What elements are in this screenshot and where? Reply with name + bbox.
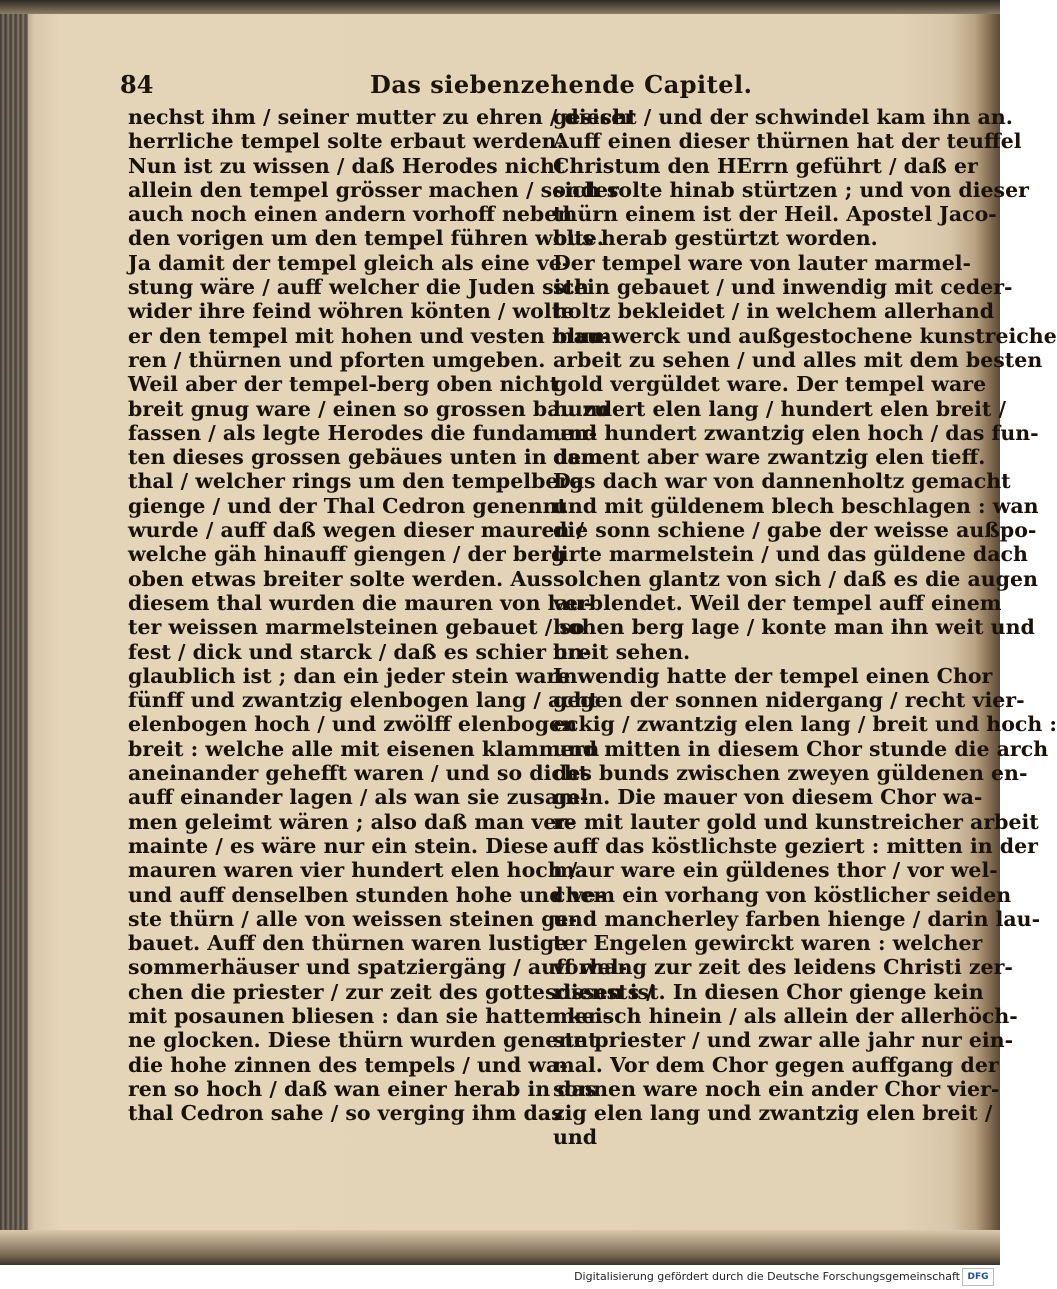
- text-line: re mit lauter gold und kunstreicher arbeit: [553, 809, 1039, 834]
- text-line: maur ware ein güldenes thor / vor wel-: [553, 858, 998, 883]
- text-line: vorhang zur zeit des leidens Christi zer-: [553, 955, 1013, 980]
- text-line: gesicht / und der schwindel kam ihn an.: [553, 105, 1013, 129]
- running-head: Das siebenzehende Capitel.: [370, 70, 753, 99]
- text-line: dament aber ware zwantzig elen tieff.: [553, 445, 986, 470]
- text-line: ste priester / und zwar alle jahr nur ein-: [553, 1028, 1014, 1053]
- text-line: Auff einen dieser thürnen hat der teuffel: [553, 129, 1022, 154]
- book-spine-pages: [0, 0, 28, 1265]
- text-line: chem ein vorhang von köstlicher seiden: [553, 882, 1012, 907]
- text-line: mainte / es wäre nur ein stein. Diese: [128, 833, 549, 858]
- text-line: auch noch einen andern vorhoff neben: [128, 202, 573, 227]
- text-line: hohen berg lage / konte man ihn weit und: [553, 615, 1035, 640]
- text-line: sich solte hinab stürtzen ; und von dieser: [553, 177, 1029, 202]
- text-line: glaublich ist ; dan ein jeder stein ware: [128, 663, 571, 688]
- text-line: allein den tempel grösser machen / sonder: [128, 177, 619, 202]
- text-line: ten dieses grossen gebäues unten in dem: [128, 445, 603, 470]
- text-line: Ja damit der tempel gleich als eine ve-: [128, 250, 571, 275]
- text-line: und auff denselben stunden hohe und ve-: [128, 882, 605, 907]
- text-line: und hundert zwantzig elen hoch / das fun-: [553, 420, 1039, 445]
- text-line: breit gnug ware / einen so grossen bau zu: [128, 396, 610, 421]
- text-line: zig elen lang und zwantzig elen breit /: [553, 1101, 993, 1126]
- text-line: Christum den HErrn geführt / daß er: [553, 153, 978, 178]
- bottom-page-edge: [0, 1230, 1000, 1265]
- right-text-column: [553, 105, 1057, 1150]
- footer-bar: [0, 1265, 1000, 1289]
- text-line: wurde / auff daß wegen dieser mauren /: [128, 518, 585, 543]
- dfg-logo: DFG: [962, 1268, 994, 1286]
- text-line: breit : welche alle mit eisenen klammern: [128, 736, 600, 761]
- footer-credit: Digitalisierung gefördert durch die Deutsche Forschungsgemeinschaft: [574, 1270, 960, 1283]
- text-line: nechst ihm / seiner mutter zu ehren / dieser: [128, 105, 636, 129]
- text-line: thürn einem ist der Heil. Apostel Jaco-: [553, 202, 997, 227]
- text-line: ter weissen marmelsteinen gebauet / so: [128, 615, 585, 640]
- text-line: thal Cedron sahe / so verging ihm das: [128, 1101, 563, 1126]
- top-page-edge: [0, 0, 1000, 14]
- text-line: Weil aber der tempel-berg oben nicht: [128, 372, 560, 397]
- text-line: und mitten in diesem Chor stunde die arch: [553, 736, 1049, 761]
- text-line: ste thürn / alle von weissen steinen ge-: [128, 906, 577, 931]
- text-line: hundert elen lang / hundert elen breit /: [553, 396, 1006, 421]
- text-line: men geleimt wären ; also daß man ver-: [128, 809, 576, 834]
- text-line: Der tempel ware von lauter marmel-: [553, 250, 972, 275]
- text-line: gienge / und der Thal Cedron genennt: [128, 493, 567, 518]
- text-line: auff das köstlichste geziert : mitten in der: [553, 833, 1038, 858]
- text-line: blumwerck und außgestochene kunstreiche: [553, 323, 1057, 348]
- text-line: bauet. Auff den thürnen waren lustige: [128, 931, 568, 956]
- text-line: ter Engelen gewirckt waren : welcher: [553, 931, 983, 956]
- text-line: mensch hinein / als allein der allerhöch-: [553, 1003, 1018, 1028]
- text-line: ren so hoch / daß wan einer herab in das: [128, 1076, 597, 1101]
- text-line: mit posaunen bliesen : dan sie hatten kei-: [128, 1003, 612, 1028]
- text-line: lirte marmelstein / und das güldene dach: [553, 542, 1028, 567]
- text-line: die hohe zinnen des tempels / und wa-: [128, 1052, 568, 1077]
- text-line: gegen der sonnen nidergang / recht vier-: [553, 688, 1025, 713]
- text-line: die sonn schiene / gabe der weisse außpo-: [553, 518, 1037, 543]
- text-line: wider ihre feind wöhren könten / wolte: [128, 299, 575, 324]
- text-line: elenbogen hoch / und zwölff elenbogen: [128, 712, 577, 737]
- text-line: den vorigen um den tempel führen wolte.: [128, 226, 604, 251]
- text-line: thal / welcher rings um den tempelberg: [128, 469, 584, 494]
- text-line: stein gebauet / und inwendig mit ceder-: [553, 275, 1013, 300]
- text-line: stung wäre / auff welcher die Juden sich: [128, 275, 589, 300]
- text-line: Inwendig hatte der tempel einen Chor: [553, 663, 993, 688]
- text-line: fest / dick und starck / daß es schier un-: [128, 639, 592, 664]
- text-line: arbeit zu sehen / und alles mit dem besten: [553, 347, 1043, 372]
- text-line: breit sehen.: [553, 639, 691, 664]
- text-line: auff einander lagen / als wan sie zusam-: [128, 785, 589, 810]
- text-line: ne glocken. Diese thürn wurden genennt: [128, 1028, 598, 1053]
- text-line: sommerhäuser und spatziergäng / auff wel-: [128, 955, 627, 980]
- text-line: er den tempel mit hohen und vesten mau-: [128, 323, 611, 348]
- text-line: verblendet. Weil der tempel auff einem: [553, 590, 1002, 615]
- text-line: solchen glantz von sich / daß es die augen: [553, 566, 1038, 591]
- text-line: chen die priester / zur zeit des gottesdiensts /: [128, 979, 654, 1004]
- text-line: aneinander gehefft waren / und so dicht: [128, 761, 589, 786]
- text-line: sonnen ware noch ein ander Chor vier-: [553, 1076, 1000, 1101]
- text-line: mal. Vor dem Chor gegen auffgang der: [553, 1052, 999, 1077]
- text-line: herrliche tempel solte erbaut werden.: [128, 129, 564, 154]
- page-number: 84: [120, 70, 154, 99]
- text-line: rissen ist. In diesen Chor gienge kein: [553, 979, 984, 1004]
- text-line: und mit güldenem blech beschlagen : wan: [553, 493, 1039, 518]
- text-line: und mancherley farben hienge / darin lau-: [553, 906, 1041, 931]
- text-line: oben etwas breiter solte werden. Aus: [128, 566, 553, 591]
- text-line: Das dach war von dannenholtz gemacht: [553, 469, 1011, 494]
- text-line: bus herab gestürtzt worden.: [553, 226, 878, 251]
- text-line: gold vergüldet ware. Der tempel ware: [553, 372, 987, 397]
- text-line: fassen / als legte Herodes die fundamen-: [128, 420, 598, 445]
- text-line: und: [553, 1125, 598, 1150]
- text-line: Nun ist zu wissen / daß Herodes nicht: [128, 153, 565, 178]
- text-line: welche gäh hinauff giengen / der berg: [128, 542, 566, 567]
- text-line: ren / thürnen und pforten umgeben.: [128, 347, 546, 372]
- text-line: eckig / zwantzig elen lang / breit und hoch :: [553, 712, 1057, 737]
- text-line: diesem thal wurden die mauren von lau-: [128, 590, 593, 615]
- text-line: holtz bekleidet / in welchem allerhand: [553, 299, 995, 324]
- text-line: des bunds zwischen zweyen güldenen en-: [553, 761, 1028, 786]
- text-line: fünff und zwantzig elenbogen lang / acht: [128, 688, 599, 713]
- text-line: mauren waren vier hundert elen hoch /: [128, 858, 578, 883]
- text-line: geln. Die mauer von diesem Chor wa-: [553, 785, 983, 810]
